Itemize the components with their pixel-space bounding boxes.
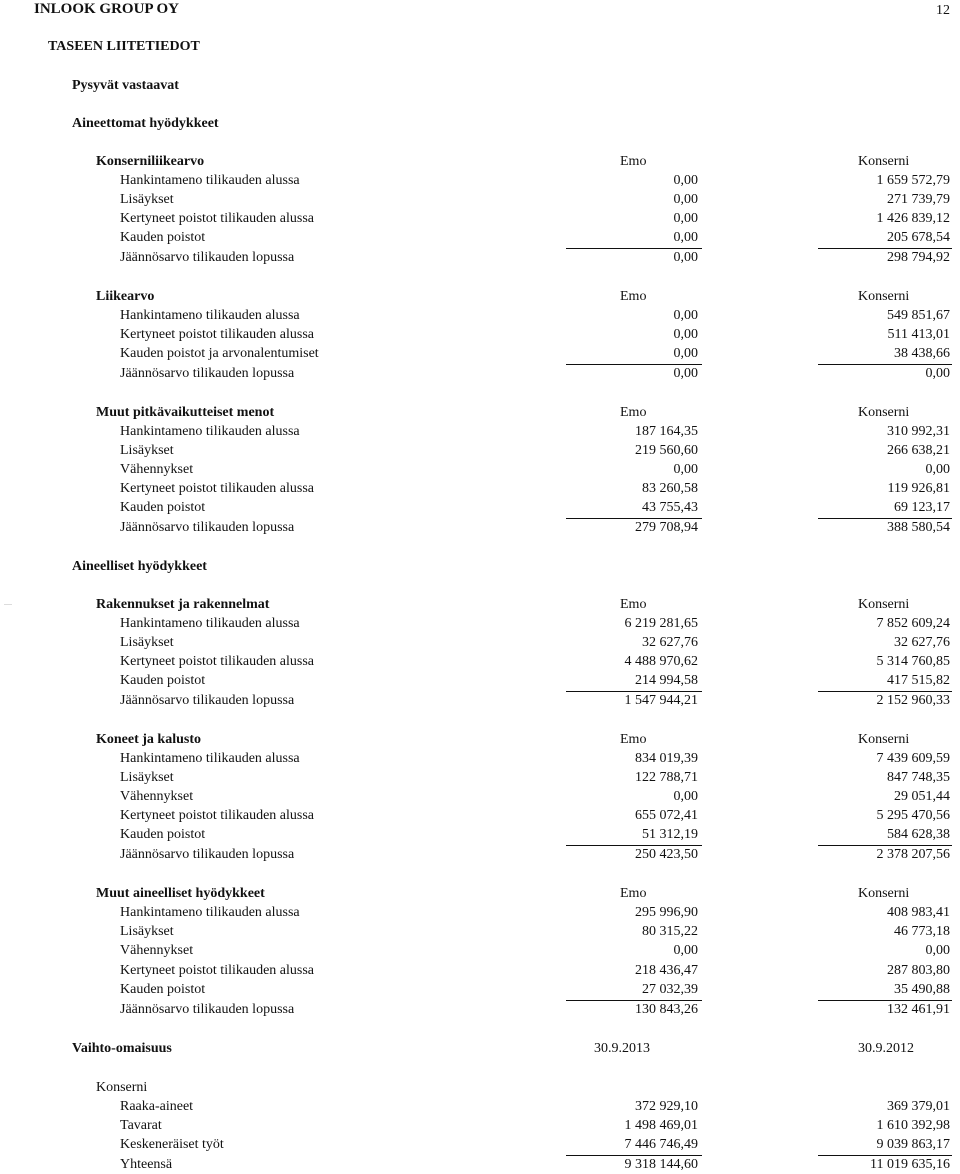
row-label: Jäännösarvo tilikauden lopussa: [120, 366, 295, 381]
column-header-emo: Emo: [620, 405, 647, 420]
subsection-konserni: Konserni: [96, 1080, 148, 1095]
konserni-value: 310 992,31: [887, 424, 950, 439]
row-label: Kertyneet poistot tilikauden alussa: [120, 808, 315, 823]
row-label: Hankintameno tilikauden alussa: [120, 424, 300, 439]
row-label: Hankintameno tilikauden alussa: [120, 905, 300, 920]
row-label: Lisäykset: [120, 192, 174, 207]
konserni-value: 46 773,18: [894, 924, 950, 939]
konserni-value: 266 638,21: [887, 443, 950, 458]
konserni-value: 271 739,79: [887, 192, 950, 207]
section-title-rakennukset-ja-rakennelmat: Rakennukset ja rakennelmat: [96, 597, 270, 612]
konserni-value: 7 439 609,59: [876, 751, 950, 766]
row-label: Kauden poistot: [120, 673, 206, 688]
row-label: Vähennykset: [120, 943, 194, 958]
row-label: Jäännösarvo tilikauden lopussa: [120, 847, 295, 862]
column-header-konserni: Konserni: [858, 886, 910, 901]
emo-value: 0,00: [673, 230, 698, 245]
row-label: Jäännösarvo tilikauden lopussa: [120, 250, 295, 265]
row-label: Hankintameno tilikauden alussa: [120, 308, 300, 323]
emo-value: 0,00: [673, 211, 698, 226]
row-label: Kertyneet poistot tilikauden alussa: [120, 654, 315, 669]
konserni-value: 69 123,17: [894, 500, 950, 515]
konserni-value: 205 678,54: [887, 230, 950, 245]
row-label: Kertyneet poistot tilikauden alussa: [120, 963, 315, 978]
konserni-value: 32 627,76: [894, 635, 950, 650]
row-label: Lisäykset: [120, 635, 174, 650]
konserni-value: 0,00: [925, 462, 950, 477]
emo-value: 834 019,39: [635, 751, 698, 766]
konserni-value: 2 152 960,33: [876, 693, 950, 708]
row-label: Hankintameno tilikauden alussa: [120, 751, 300, 766]
row-label: Jäännösarvo tilikauden lopussa: [120, 693, 295, 708]
row-label: Kertyneet poistot tilikauden alussa: [120, 211, 315, 226]
konserni-value: 298 794,92: [887, 250, 950, 265]
emo-value: 0,00: [673, 250, 698, 265]
heading-pysyvat-vastaavat: Pysyvät vastaavat: [72, 78, 179, 93]
emo-value: 43 755,43: [642, 500, 698, 515]
row-label: Lisäykset: [120, 770, 174, 785]
row-label: Jäännösarvo tilikauden lopussa: [120, 1002, 295, 1017]
row-label: Hankintameno tilikauden alussa: [120, 616, 300, 631]
emo-value: 655 072,41: [635, 808, 698, 823]
section-title-liikearvo: Liikearvo: [96, 289, 155, 304]
heading-aineettomat-hyodykkeet: Aineettomat hyödykkeet: [72, 116, 219, 131]
value-2012: 11 019 635,16: [870, 1157, 950, 1172]
column-header-emo: Emo: [620, 289, 647, 304]
emo-value: 218 436,47: [635, 963, 698, 978]
konserni-value: 38 438,66: [894, 346, 950, 361]
value-2013: 9 318 144,60: [624, 1157, 698, 1172]
value-2013: 372 929,10: [635, 1099, 698, 1114]
emo-value: 51 312,19: [642, 827, 698, 842]
konserni-value: 0,00: [925, 366, 950, 381]
value-2012: 1 610 392,98: [876, 1118, 950, 1133]
column-header-date-2012: 30.9.2012: [858, 1041, 914, 1056]
emo-value: 214 994,58: [635, 673, 698, 688]
emo-value: 0,00: [673, 346, 698, 361]
emo-value: 0,00: [673, 943, 698, 958]
value-2012: 369 379,01: [887, 1099, 950, 1114]
konserni-value: 5 314 760,85: [876, 654, 950, 669]
konserni-value: 549 851,67: [887, 308, 950, 323]
column-header-konserni: Konserni: [858, 597, 910, 612]
section-title-muut-pitkavaikutteiset-menot: Muut pitkävaikutteiset menot: [96, 405, 275, 420]
row-label: Kauden poistot: [120, 230, 206, 245]
value-2013: 7 446 746,49: [624, 1137, 698, 1152]
emo-value: 0,00: [673, 327, 698, 342]
emo-value: 279 708,94: [635, 520, 698, 535]
konserni-value: 5 295 470,56: [876, 808, 950, 823]
row-label: Hankintameno tilikauden alussa: [120, 173, 300, 188]
emo-value: 83 260,58: [642, 481, 698, 496]
company-name: INLOOK GROUP OY: [34, 1, 180, 17]
konserni-value: 7 852 609,24: [876, 616, 950, 631]
row-label: Lisäykset: [120, 443, 174, 458]
column-header-konserni: Konserni: [858, 154, 910, 169]
konserni-value: 584 628,38: [887, 827, 950, 842]
emo-value: 295 996,90: [635, 905, 698, 920]
row-label: Kauden poistot: [120, 500, 206, 515]
konserni-value: 132 461,91: [887, 1002, 950, 1017]
konserni-value: 408 983,41: [887, 905, 950, 920]
emo-value: 130 843,26: [635, 1002, 698, 1017]
column-header-konserni: Konserni: [858, 405, 910, 420]
konserni-value: 287 803,80: [887, 963, 950, 978]
row-label: Raaka-aineet: [120, 1099, 194, 1114]
column-header-emo: Emo: [620, 597, 647, 612]
emo-value: 27 032,39: [642, 982, 698, 997]
column-header-emo: Emo: [620, 154, 647, 169]
column-header-emo: Emo: [620, 886, 647, 901]
konserni-value: 511 413,01: [887, 327, 950, 342]
konserni-value: 0,00: [925, 943, 950, 958]
konserni-value: 388 580,54: [887, 520, 950, 535]
konserni-value: 1 426 839,12: [876, 211, 950, 226]
page-title: TASEEN LIITETIEDOT: [48, 39, 200, 54]
column-header-date-2013: 30.9.2013: [594, 1041, 650, 1056]
emo-value: 6 219 281,65: [624, 616, 698, 631]
page-number: 12: [936, 3, 950, 18]
konserni-value: 29 051,44: [894, 789, 950, 804]
konserni-value: 1 659 572,79: [876, 173, 950, 188]
emo-value: 0,00: [673, 192, 698, 207]
scan-mark: [4, 604, 12, 605]
row-label: Kertyneet poistot tilikauden alussa: [120, 481, 315, 496]
konserni-value: 2 378 207,56: [876, 847, 950, 862]
emo-value: 0,00: [673, 308, 698, 323]
column-header-konserni: Konserni: [858, 732, 910, 747]
section-title-koneet-ja-kalusto: Koneet ja kalusto: [96, 732, 201, 747]
value-2013: 1 498 469,01: [624, 1118, 698, 1133]
row-label: Vähennykset: [120, 789, 194, 804]
heading-aineelliset-hyodykkeet: Aineelliset hyödykkeet: [72, 559, 207, 574]
section-title-vaihto-omaisuus: Vaihto-omaisuus: [72, 1041, 172, 1056]
emo-value: 0,00: [673, 462, 698, 477]
emo-value: 0,00: [673, 366, 698, 381]
row-label: Jäännösarvo tilikauden lopussa: [120, 520, 295, 535]
row-label: Keskeneräiset työt: [120, 1137, 224, 1152]
emo-value: 1 547 944,21: [624, 693, 698, 708]
emo-value: 250 423,50: [635, 847, 698, 862]
emo-value: 122 788,71: [635, 770, 698, 785]
row-label: Kauden poistot: [120, 827, 206, 842]
row-label: Vähennykset: [120, 462, 194, 477]
row-label: Yhteensä: [120, 1157, 173, 1172]
section-title-konserniliikearvo: Konserniliikearvo: [96, 154, 205, 169]
row-label: Kertyneet poistot tilikauden alussa: [120, 327, 315, 342]
emo-value: 187 164,35: [635, 424, 698, 439]
row-label: Tavarat: [120, 1118, 162, 1133]
konserni-value: 35 490,88: [894, 982, 950, 997]
value-2012: 9 039 863,17: [876, 1137, 950, 1152]
column-header-emo: Emo: [620, 732, 647, 747]
emo-value: 80 315,22: [642, 924, 698, 939]
emo-value: 0,00: [673, 173, 698, 188]
emo-value: 4 488 970,62: [624, 654, 698, 669]
row-label: Kauden poistot ja arvonalentumiset: [120, 346, 319, 361]
emo-value: 0,00: [673, 789, 698, 804]
konserni-value: 119 926,81: [887, 481, 950, 496]
konserni-value: 417 515,82: [887, 673, 950, 688]
column-header-konserni: Konserni: [858, 289, 910, 304]
emo-value: 219 560,60: [635, 443, 698, 458]
row-label: Kauden poistot: [120, 982, 206, 997]
section-title-muut-aineelliset-hyodykkeet: Muut aineelliset hyödykkeet: [96, 886, 265, 901]
konserni-value: 847 748,35: [887, 770, 950, 785]
emo-value: 32 627,76: [642, 635, 698, 650]
row-label: Lisäykset: [120, 924, 174, 939]
